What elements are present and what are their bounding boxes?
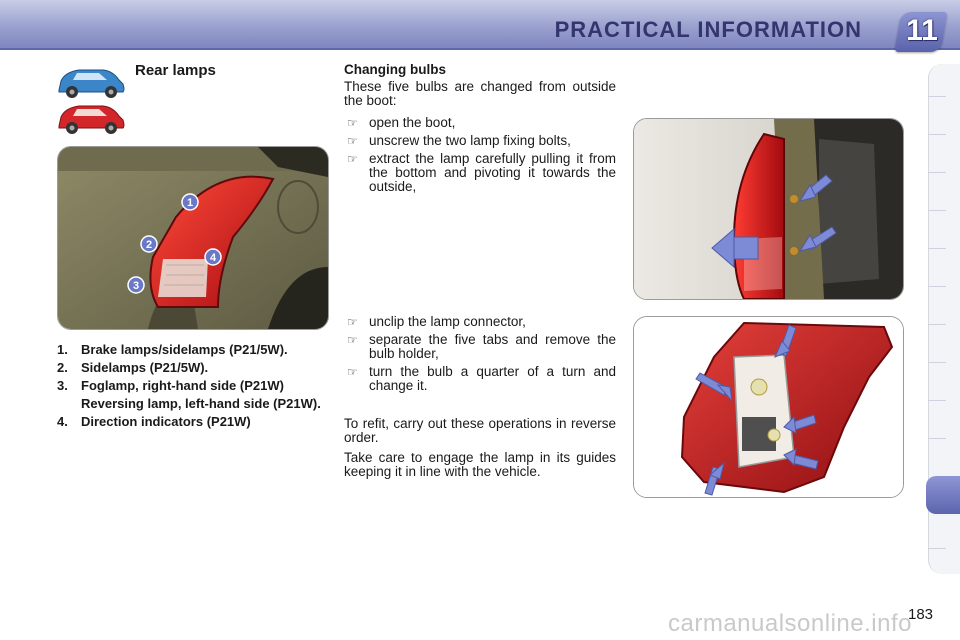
pointing-hand-icon: ☞ — [347, 116, 358, 130]
step-item: ☞ separate the five tabs and remove the bulb holder, — [347, 332, 616, 361]
tab-divider — [928, 286, 946, 287]
tab-divider — [928, 362, 946, 363]
tab-divider — [928, 172, 946, 173]
photo-marker — [141, 236, 157, 252]
photo-marker — [205, 249, 221, 265]
changing-bulbs-intro — [344, 63, 616, 198]
tab-divider — [928, 210, 946, 211]
tab-divider — [928, 248, 946, 249]
lamp-legend — [57, 342, 327, 432]
tab-divider — [928, 548, 946, 549]
car-blue-icon — [55, 64, 127, 100]
boot-lamp-photo — [633, 118, 904, 300]
svg-text:3: 3 — [132, 280, 140, 292]
section-heading: Changing bulbs — [344, 62, 446, 77]
svg-text:2: 2 — [145, 239, 153, 251]
svg-text:1: 1 — [186, 197, 194, 209]
legend-item: Reversing lamp, left-hand side (P21W). — [81, 396, 321, 411]
photo-marker — [128, 277, 144, 293]
pointing-hand-icon: ☞ — [347, 152, 358, 166]
step-item: ☞ open the boot, — [347, 115, 456, 130]
legend-item: 1. Brake lamps/sidelamps (P21/5W). — [57, 342, 288, 357]
section-title: Rear lamps — [135, 62, 216, 79]
pointing-hand-icon: ☞ — [347, 333, 358, 347]
photo-marker — [182, 194, 198, 210]
step-item: ☞ turn the bulb a quarter of a turn and change it. — [347, 364, 616, 393]
legend-item: 4. Direction indicators (P21W) — [57, 414, 251, 429]
pointing-hand-icon: ☞ — [347, 365, 358, 379]
page-number: 183 — [908, 606, 934, 623]
tab-divider — [928, 96, 946, 97]
step-item: ☞ unscrew the two lamp fixing bolts, — [347, 133, 571, 148]
legend-item: 3. Foglamp, right-hand side (P21W) — [57, 378, 284, 393]
tab-divider — [928, 438, 946, 439]
page-title: PRACTICAL INFORMATION — [554, 17, 862, 42]
tab-divider — [928, 134, 946, 135]
svg-text:4: 4 — [209, 252, 217, 264]
rear-lamp-photo — [57, 146, 329, 330]
intro-text: These five bulbs are changed from outside the boot: — [344, 79, 616, 108]
legend-item: 2. Sidelamps (P21/5W). — [57, 360, 209, 375]
car-red-icon — [55, 100, 127, 136]
step-item: ☞ unclip the lamp connector, — [347, 314, 526, 329]
tab-divider — [928, 324, 946, 325]
guides-text: Take care to engage the lamp in its guides keeping it in line with the vehicle. — [344, 450, 616, 479]
chapter-number: 11 — [906, 14, 938, 47]
tab-divider — [928, 400, 946, 401]
active-chapter-tab[interactable] — [926, 476, 960, 514]
pointing-hand-icon: ☞ — [347, 315, 358, 329]
pointing-hand-icon: ☞ — [347, 134, 358, 148]
steps-list — [344, 116, 616, 194]
watermark: carmanualsonline.info — [668, 610, 912, 637]
refit-text: To refit, carry out these operations in reverse order. — [344, 416, 616, 445]
bulb-steps — [344, 315, 616, 479]
bulb-holder-photo — [633, 316, 904, 498]
steps-list — [344, 315, 616, 393]
step-item: ☞ extract the lamp carefully pulling it from the bottom and pivoting it towards the outside, — [347, 151, 616, 194]
